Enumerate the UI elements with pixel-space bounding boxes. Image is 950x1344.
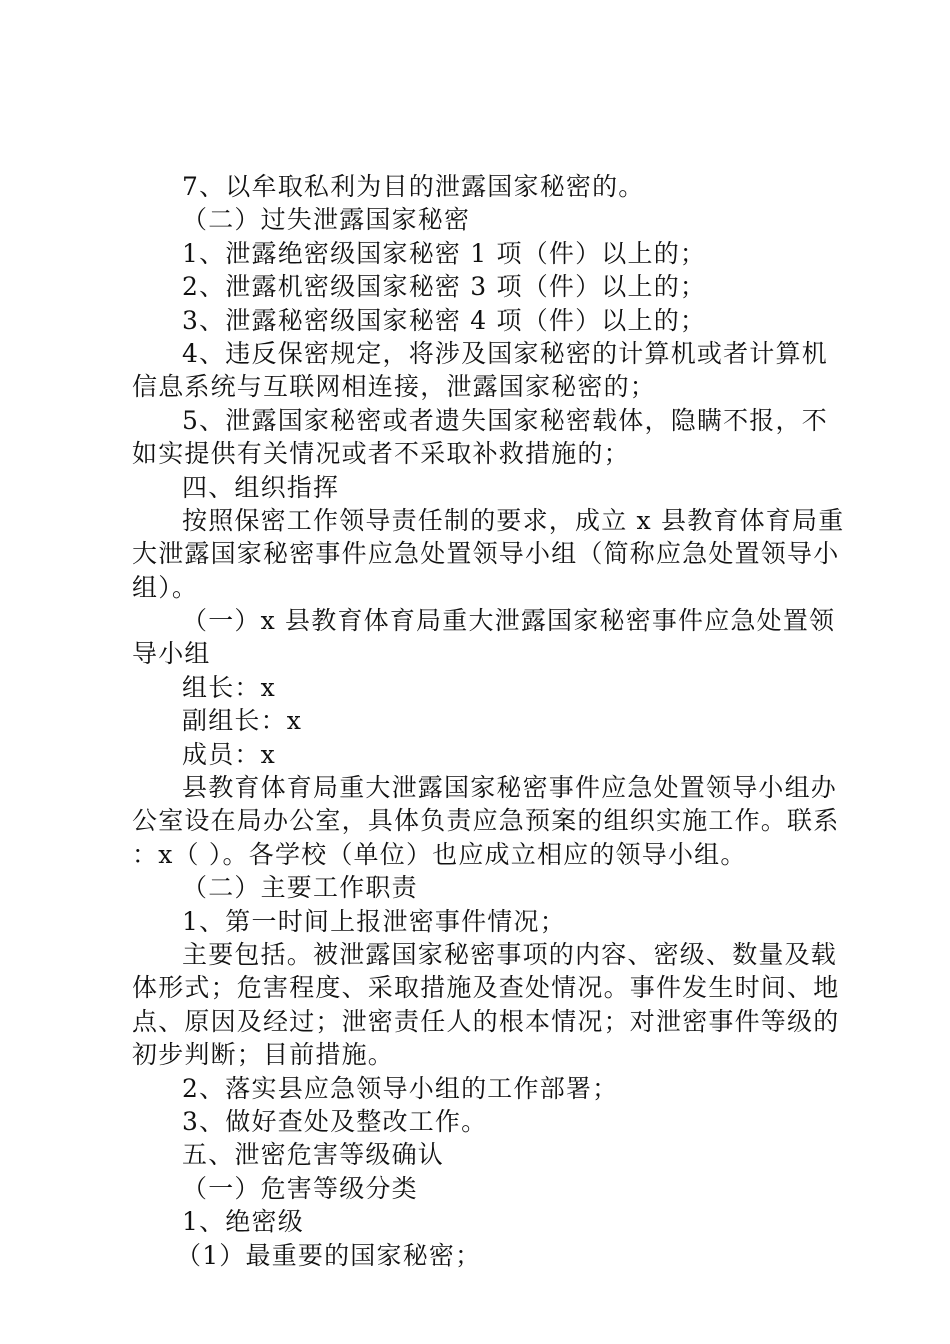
text-line: 初步判断；目前措施。 <box>132 1040 395 1070</box>
text-line: 1、第一时间上报泄密事件情况； <box>182 906 566 936</box>
text-line: 点、原因及经过；泄密责任人的根本情况；对泄密事件等级的 <box>132 1006 840 1036</box>
text-line: （1）最重要的国家秘密； <box>176 1240 482 1270</box>
text-line: ：x（ ）。各学校（单位）也应成立相应的领导小组。 <box>132 839 747 869</box>
text-line: 四、组织指挥 <box>182 472 340 502</box>
text-line: 主要包括。被泄露国家秘密事项的内容、密级、数量及载 <box>182 939 838 969</box>
text-line: 导小组 <box>132 639 211 669</box>
text-line: 2、泄露机密级国家秘密 3 项（件）以上的； <box>182 272 707 302</box>
text-line: 1、泄露绝密级国家秘密 1 项（件）以上的； <box>182 238 707 268</box>
text-line: 大泄露国家秘密事件应急处置领导小组（简称应急处置领导小 <box>132 539 840 569</box>
text-line: 副组长：x <box>182 706 303 736</box>
text-line: 1、绝密级 <box>182 1207 304 1237</box>
text-line: （二）过失泄露国家秘密 <box>182 205 471 235</box>
text-line: 3、做好查处及整改工作。 <box>182 1106 488 1136</box>
text-line: 7、以牟取私利为目的泄露国家秘密的。 <box>182 172 645 201</box>
text-line: 5、泄露国家秘密或者遗失国家秘密载体，隐瞒不报，不 <box>182 405 828 435</box>
text-line: 五、泄密危害等级确认 <box>182 1140 445 1170</box>
text-line: 体形式；危害程度、采取措施及查处情况。事件发生时间、地 <box>132 973 840 1003</box>
text-line: 成员：x <box>182 739 276 769</box>
text-line: 如实提供有关情况或者不采取补救措施的； <box>132 439 630 469</box>
text-line: 4、违反保密规定，将涉及国家秘密的计算机或者计算机 <box>182 338 828 368</box>
text-line: 3、泄露秘密级国家秘密 4 项（件）以上的； <box>182 305 707 335</box>
text-line: 组长：x <box>182 672 276 702</box>
text-line: 按照保密工作领导责任制的要求，成立 x 县教育体育局重 <box>182 505 845 535</box>
text-line: 信息系统与互联网相连接，泄露国家秘密的； <box>132 372 657 402</box>
text-line: 公室设在局办公室，具体负责应急预案的组织实施工作。联系 <box>132 806 840 836</box>
document-body <box>132 170 845 1272</box>
text-line: （二）主要工作职责 <box>182 873 418 903</box>
text-line: 2、落实县应急领导小组的工作部署； <box>182 1073 619 1103</box>
text-line: 组）。 <box>132 572 199 602</box>
text-line: （一）x 县教育体育局重大泄露国家秘密事件应急处置领 <box>182 606 836 636</box>
text-line: 县教育体育局重大泄露国家秘密事件应急处置领导小组办 <box>182 773 838 803</box>
text-line: （一）危害等级分类 <box>182 1173 418 1203</box>
